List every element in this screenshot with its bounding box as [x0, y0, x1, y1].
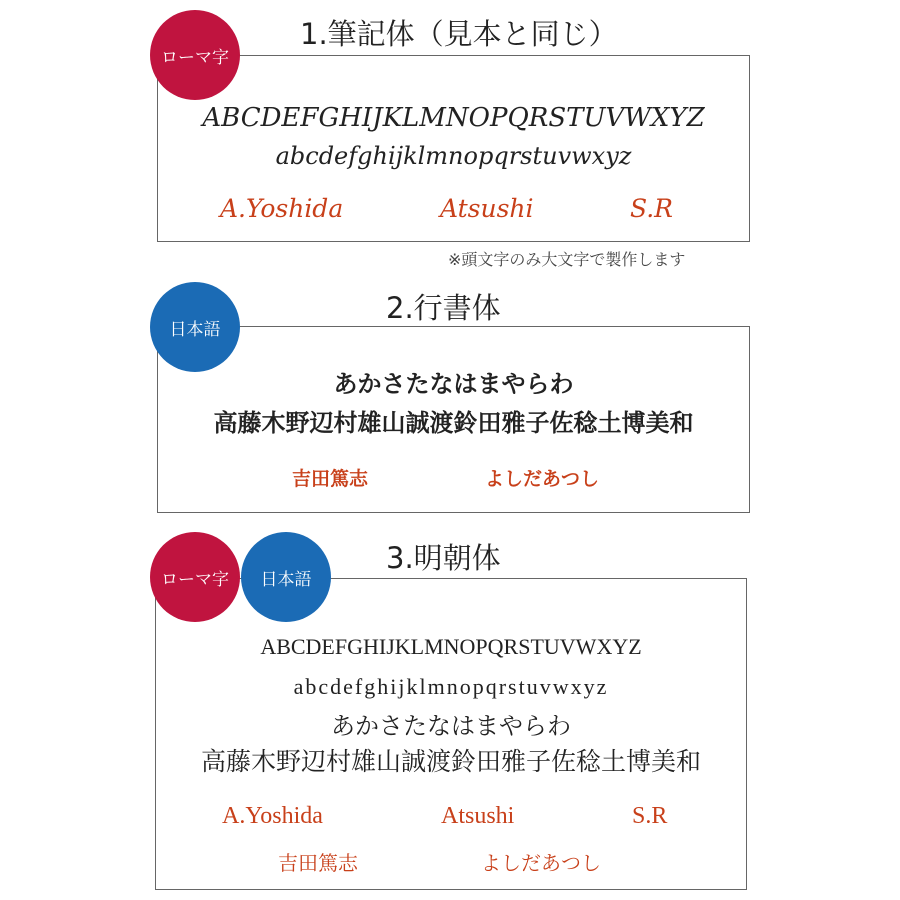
- badge-japanese-3: 日本語: [241, 532, 331, 622]
- section2-kanji: 高藤木野辺村雄山誠渡鈴田雅子佐稔土博美和: [213, 408, 694, 437]
- section1-sample-3: S.R: [630, 194, 674, 223]
- section3-roman-sample-2: Atsushi: [441, 803, 515, 829]
- section3-uppercase: ABCDEFGHIJKLMNOPQRSTUVWXYZ: [260, 634, 642, 659]
- badge-roman-3: ローマ字: [150, 532, 240, 622]
- section1-uppercase: ABCDEFGHIJKLMNOPQRSTUVWXYZ: [202, 103, 705, 133]
- section1-title: 1.筆記体（見本と同じ）: [300, 17, 618, 51]
- section3-kanji: 高藤木野辺村雄山誠渡鈴田雅子佐稔土博美和: [200, 749, 701, 776]
- section1-sample-1: A.Yoshida: [220, 194, 344, 223]
- section3-roman-sample-1: A.Yoshida: [222, 803, 323, 829]
- section3-roman-sample-3: S.R: [632, 803, 668, 829]
- section3-title: 3.明朝体: [386, 541, 501, 575]
- section2-sample-1: 吉田篤志: [292, 468, 369, 490]
- section1-lowercase: abcdefghijklmnopqrstuvwxyz: [275, 142, 632, 170]
- section1-sample-2: Atsushi: [440, 194, 534, 223]
- section2-kana: あかさたなはまやらわ: [333, 369, 574, 398]
- section2-box: [157, 326, 750, 513]
- badge-roman-1: ローマ字: [150, 10, 240, 100]
- section3-kana: あかさたなはまやらわ: [331, 714, 571, 740]
- badge-japanese-2: 日本語: [150, 282, 240, 372]
- section2-sample-2: よしだあつし: [485, 468, 600, 490]
- section3-box: [155, 578, 747, 890]
- section3-lowercase: abcdefghijklmnopqrstuvwxyz: [293, 674, 609, 699]
- section2-title: 2.行書体: [386, 291, 501, 325]
- section1-note: ※頭文字のみ大文字で製作します: [448, 250, 686, 269]
- section3-japanese-sample-1: 吉田篤志: [278, 853, 358, 875]
- section3-japanese-sample-2: よしだあつし: [481, 853, 601, 875]
- section1-box: [157, 55, 750, 242]
